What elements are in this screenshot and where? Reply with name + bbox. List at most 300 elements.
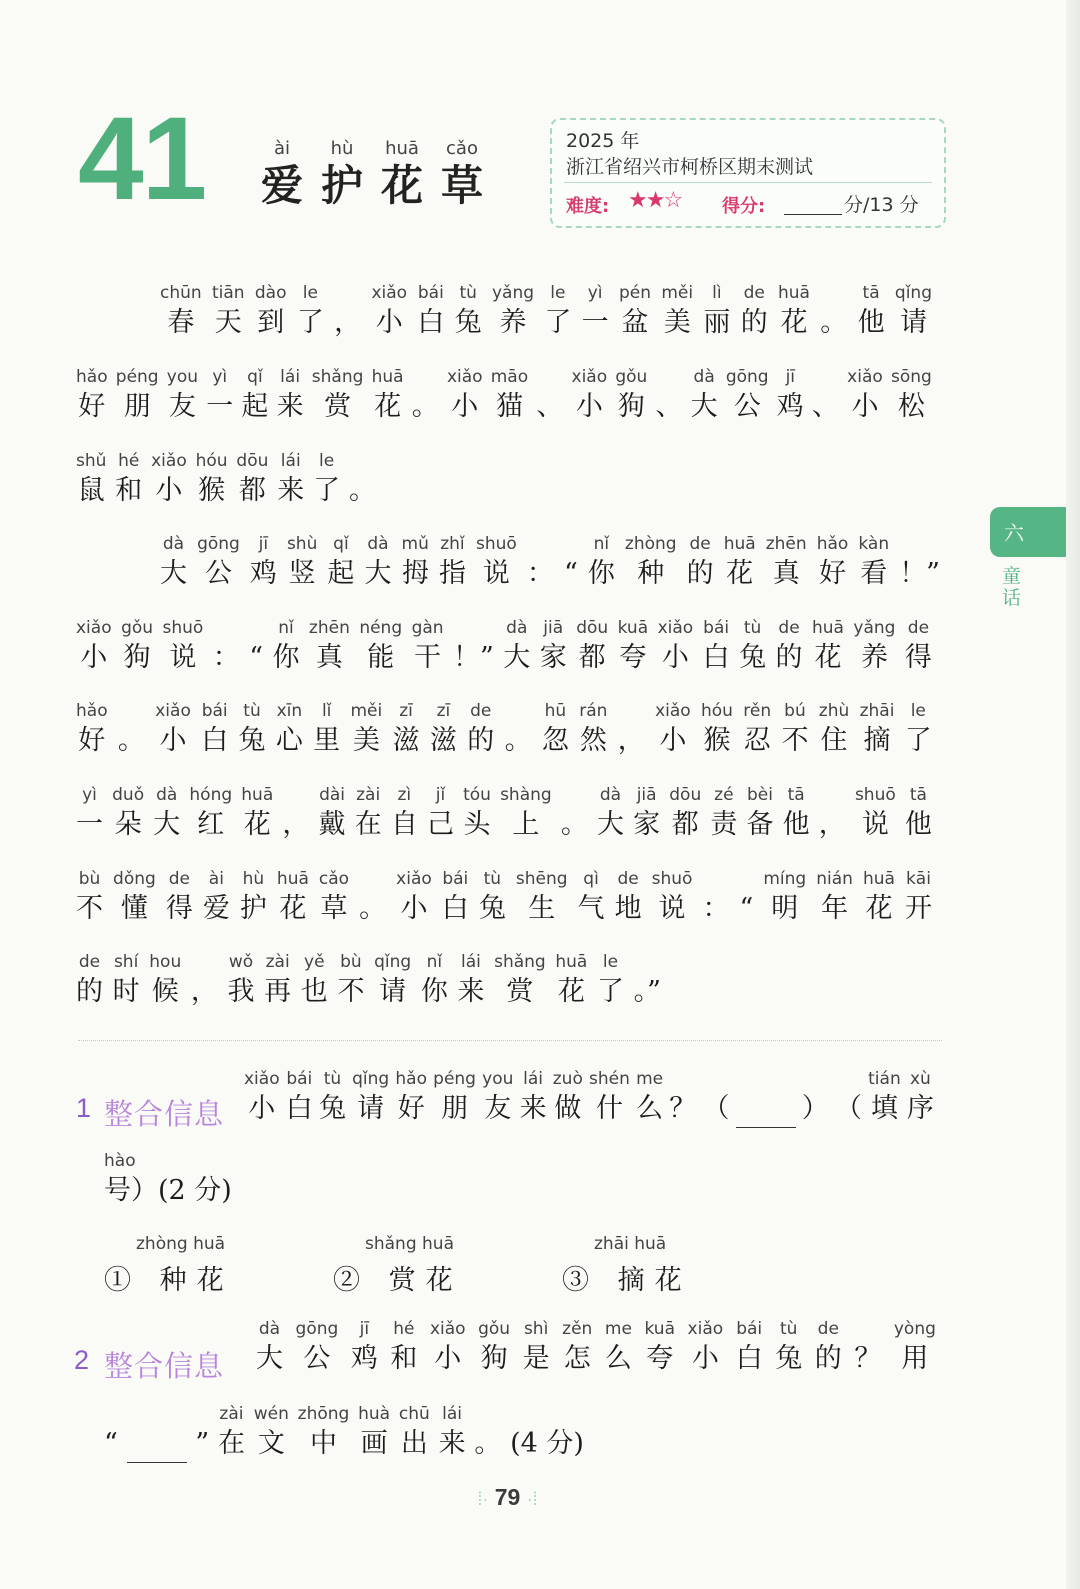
hanzi: 、	[536, 391, 564, 422]
pinyin: rěn	[743, 701, 772, 721]
hanzi: 都	[238, 475, 266, 506]
ruby-char	[858, 282, 885, 342]
pinyin: bái	[286, 1069, 313, 1089]
hanzi: 的	[775, 642, 803, 673]
ruby-char	[701, 700, 733, 760]
ruby-char	[167, 366, 198, 426]
hanzi: 。	[359, 893, 387, 924]
pinyin: qǐng	[352, 1069, 390, 1089]
hanzi: 文	[257, 1428, 285, 1459]
hanzi: 花	[814, 642, 842, 673]
ruby-char	[241, 784, 273, 844]
hanzi: 兔	[478, 893, 506, 924]
pinyin: shuō	[476, 534, 517, 554]
title-pinyin: huā	[385, 138, 419, 159]
pinyin: kuā	[617, 618, 649, 638]
hanzi: 序	[906, 1093, 934, 1124]
hanzi: 夸	[619, 642, 647, 673]
pinyin: bái	[417, 283, 444, 303]
hanzi: 白	[735, 1343, 763, 1374]
punctuation	[736, 1067, 796, 1128]
ruby-char	[442, 868, 469, 928]
hanzi: ”	[195, 1428, 210, 1459]
ruby-char	[351, 700, 383, 760]
ruby-char	[319, 784, 346, 844]
section-divider	[78, 1040, 942, 1041]
pinyin: huā	[778, 283, 810, 303]
pinyin: bái	[703, 618, 730, 638]
ruby-char	[151, 450, 187, 510]
punctuation	[195, 1403, 209, 1463]
ruby-char	[655, 700, 691, 760]
ruby-char	[775, 1318, 802, 1378]
pinyin: gōng	[725, 367, 769, 387]
pinyin: shén	[589, 1069, 630, 1089]
pinyin: ài	[208, 869, 224, 889]
pinyin: de	[907, 618, 930, 638]
pinyin: tù	[483, 869, 502, 889]
pinyin: měi	[350, 701, 383, 721]
hanzi: “	[249, 642, 264, 673]
option-1[interactable]	[104, 1234, 234, 1297]
ruby-char	[739, 617, 766, 677]
pinyin: xiǎo	[446, 367, 483, 387]
ruby-char	[597, 784, 624, 844]
hanzi: 公	[303, 1343, 331, 1374]
question-1-tag: 整合信息	[104, 1097, 225, 1131]
hanzi: 你	[420, 976, 448, 1007]
hanzi: “	[739, 893, 754, 924]
ruby-char	[853, 617, 895, 677]
ruby-char	[121, 617, 153, 677]
hanzi: 花	[243, 809, 271, 840]
ruby-char	[605, 1318, 632, 1378]
ruby-char	[313, 700, 340, 760]
score-total: 分/13 分	[844, 194, 919, 216]
hanzi: 备	[746, 809, 774, 840]
ruby-char	[783, 784, 810, 844]
pinyin: bái	[442, 869, 469, 889]
hanzi: 好	[397, 1093, 425, 1124]
hanzi: 不	[781, 725, 809, 756]
punctuation	[802, 1068, 829, 1128]
title-char	[372, 136, 432, 210]
pinyin: tóu	[463, 785, 491, 805]
hanzi: 兔	[238, 725, 266, 756]
ruby-char	[447, 366, 483, 426]
hanzi: 美	[663, 307, 691, 338]
hanzi: 说	[169, 642, 197, 673]
pinyin: dōu	[576, 618, 609, 638]
punctuation	[505, 700, 532, 760]
option-2[interactable]	[333, 1234, 463, 1297]
hanzi: 小	[375, 307, 403, 338]
pinyin: xiǎo	[151, 451, 187, 471]
ruby-char	[212, 282, 245, 342]
hanzi: 不	[76, 893, 103, 924]
hanzi: 候	[151, 976, 179, 1007]
hanzi: 做	[554, 1093, 582, 1124]
hanzi: 说	[861, 809, 889, 840]
title-char	[252, 136, 312, 210]
side-tab-unit[interactable]	[990, 507, 1066, 557]
hanzi: 看	[860, 558, 888, 589]
ruby-char	[578, 868, 605, 928]
pinyin: gōng	[197, 534, 240, 554]
unit-label: 六	[1004, 521, 1024, 545]
ruby-char	[778, 282, 810, 342]
pinyin: de	[817, 1319, 839, 1339]
ruby-char	[703, 617, 730, 677]
ruby-char	[433, 1068, 476, 1128]
hanzi: 。	[348, 475, 376, 506]
ruby-char	[76, 868, 103, 928]
hanzi: 中	[310, 1428, 337, 1459]
hanzi: 兔	[739, 642, 767, 673]
punctuation	[282, 784, 309, 844]
ruby-char	[201, 700, 228, 760]
ruby-char	[250, 533, 277, 593]
ruby-char	[633, 784, 660, 844]
pinyin: tā	[862, 283, 880, 303]
ruby-char	[500, 784, 552, 844]
hanzi: 小	[659, 725, 687, 756]
hanzi: 的	[467, 725, 495, 756]
hanzi: 了	[544, 307, 572, 338]
hanzi: 丽	[703, 307, 731, 338]
ruby-char	[503, 617, 530, 677]
ruby-char	[287, 533, 317, 593]
hanzi: 花	[557, 976, 585, 1007]
pinyin: nián	[816, 869, 853, 889]
hanzi: 赏	[506, 976, 534, 1007]
pinyin: dà	[599, 785, 622, 805]
hanzi: 请	[899, 307, 927, 338]
pinyin: tù	[323, 1069, 342, 1089]
ruby-char	[399, 1403, 430, 1463]
pinyin: māo	[490, 367, 529, 387]
pinyin: dǒng	[113, 869, 156, 889]
ruby-char	[868, 1068, 901, 1128]
ruby-char	[907, 1068, 934, 1128]
hanzi: （	[702, 1093, 730, 1124]
hanzi: 懂	[120, 893, 148, 924]
hanzi: 。	[560, 809, 588, 840]
ruby-char	[812, 617, 844, 677]
ruby-char	[819, 700, 849, 760]
ruby-char	[491, 366, 528, 426]
pinyin: zī	[399, 701, 413, 721]
ruby-char	[763, 868, 806, 928]
page-number-deco-left: ⁞·	[477, 1489, 489, 1509]
pinyin: huā	[555, 952, 588, 972]
ruby-char	[457, 951, 484, 1011]
pinyin: xiǎo	[371, 283, 408, 303]
punctuation	[634, 951, 661, 1011]
pinyin: yì	[212, 367, 228, 387]
ruby-char	[703, 282, 730, 342]
ruby-char	[197, 533, 240, 593]
answer-blank[interactable]	[736, 1089, 796, 1128]
hanzi: 小	[155, 475, 183, 506]
punctuation	[127, 1402, 187, 1463]
title-hanzi: 花	[380, 161, 423, 210]
pinyin: le	[302, 283, 318, 303]
pinyin: qǐ	[247, 367, 263, 387]
pinyin: shǎng	[494, 952, 546, 972]
pinyin: le	[910, 701, 926, 721]
hanzi: 滋	[392, 725, 420, 756]
pinyin: xiǎo	[155, 701, 191, 721]
punctuation	[104, 1403, 118, 1463]
pinyin: gàn	[411, 618, 444, 638]
pinyin: dà	[162, 534, 185, 554]
pinyin: tù	[780, 1319, 798, 1339]
ruby-char	[166, 868, 193, 928]
hanzi: 小	[400, 893, 428, 924]
ruby-char	[309, 617, 350, 677]
pinyin: zhǐ	[440, 534, 465, 554]
pinyin: nǐ	[426, 952, 443, 972]
ruby-char	[572, 366, 608, 426]
option-pinyin: zhāi huā	[594, 1234, 667, 1254]
hanzi: 朵	[114, 809, 142, 840]
hanzi: 和	[115, 475, 143, 506]
hanzi: 了	[596, 976, 624, 1007]
punctuation	[334, 282, 361, 342]
pinyin: shàng	[500, 785, 552, 805]
passage-line	[76, 700, 932, 760]
hanzi: 春	[167, 307, 195, 338]
page-number-deco-right: ·⁞	[526, 1489, 538, 1509]
punctuation	[702, 1068, 729, 1128]
pinyin: yǎng	[853, 618, 896, 638]
pinyin: le	[550, 283, 566, 303]
pinyin: lái	[280, 367, 301, 387]
hanzi: 起	[241, 391, 269, 422]
hanzi: ：	[702, 893, 730, 924]
pinyin: zhēn	[308, 618, 350, 638]
title-char	[432, 136, 492, 210]
ruby-char	[895, 282, 932, 342]
hanzi: 、	[655, 391, 683, 422]
hanzi: 请	[357, 1093, 385, 1124]
hanzi: 狗	[480, 1343, 508, 1374]
hanzi: 小	[851, 391, 879, 422]
option-3[interactable]	[562, 1234, 692, 1297]
pinyin: duǒ	[112, 785, 145, 805]
hanzi: 什	[595, 1093, 623, 1124]
ruby-char	[113, 868, 156, 928]
ruby-char	[669, 784, 701, 844]
pinyin: yì	[587, 283, 603, 303]
pinyin: shí	[113, 952, 139, 972]
score-blank[interactable]	[784, 214, 842, 215]
hanzi: 时	[112, 976, 140, 1007]
passage-line	[76, 366, 932, 426]
option-text: ② 赏花	[333, 1265, 463, 1296]
ruby-char	[724, 533, 756, 593]
hanzi: 地	[614, 893, 642, 924]
question-2-tag: 整合信息	[104, 1349, 225, 1383]
hanzi: 一	[581, 307, 609, 338]
hanzi: 花	[726, 558, 754, 589]
pinyin: shù	[286, 534, 318, 554]
ruby-char	[588, 533, 615, 593]
hanzi: 大	[160, 558, 187, 589]
ruby-char	[777, 366, 804, 426]
hanzi: 的	[686, 558, 714, 589]
hanzi: 花	[865, 893, 893, 924]
hanzi: 拇	[401, 558, 429, 589]
hanzi: “	[563, 558, 578, 589]
ruby-char	[636, 1068, 663, 1128]
hanzi: 请	[379, 976, 407, 1007]
ruby-char	[855, 784, 896, 844]
hanzi: 的	[814, 1343, 842, 1374]
ruby-char	[276, 700, 303, 760]
test-year: 2025 年	[566, 130, 640, 152]
hanzi: ！”	[453, 642, 494, 673]
score-label: 得分:	[722, 196, 766, 217]
hanzi: 心	[275, 725, 303, 756]
ruby-char	[618, 617, 649, 677]
punctuation	[899, 533, 940, 593]
pinyin: de	[168, 869, 190, 889]
hanzi: 在	[354, 809, 382, 840]
hanzi	[736, 1089, 796, 1128]
hanzi: 大	[503, 642, 531, 673]
ruby-char	[149, 951, 181, 1011]
hanzi: 种	[637, 558, 665, 589]
hanzi: ？	[669, 1093, 697, 1124]
hanzi: 盆	[621, 307, 649, 338]
hanzi: 。	[117, 725, 145, 756]
ruby-char	[815, 1318, 842, 1378]
pinyin: shuō	[854, 785, 896, 805]
hanzi: 大	[153, 809, 181, 840]
pinyin: dà	[156, 785, 178, 805]
ruby-char	[492, 282, 534, 342]
pinyin: xīn	[276, 701, 303, 721]
pinyin: bèi	[747, 785, 773, 805]
title-char	[312, 136, 372, 210]
punctuation	[564, 533, 578, 593]
ruby-char	[691, 366, 718, 426]
answer-blank[interactable]	[127, 1424, 187, 1463]
hanzi: 兔	[454, 307, 482, 338]
passage-line	[76, 868, 932, 928]
punctuation	[812, 366, 839, 426]
hanzi: 生	[528, 893, 556, 924]
hanzi: ，	[282, 809, 310, 840]
ruby-char	[776, 617, 803, 677]
ruby-char	[358, 1403, 390, 1463]
ruby-char	[206, 366, 233, 426]
hanzi: 也	[300, 976, 328, 1007]
pinyin: jī	[359, 1319, 370, 1339]
ruby-char	[553, 1068, 583, 1128]
pinyin: bái	[736, 1319, 763, 1339]
pinyin: xiǎo	[847, 367, 883, 387]
hanzi: 的	[76, 976, 103, 1007]
hanzi: 公	[733, 391, 761, 422]
ruby-char	[858, 533, 889, 593]
pinyin: néng	[359, 618, 403, 638]
pinyin: pén	[618, 283, 651, 303]
hanzi: 上	[512, 809, 540, 840]
hanzi: 草	[320, 893, 348, 924]
ruby-char	[272, 617, 299, 677]
punctuation	[527, 533, 554, 593]
info-divider	[564, 182, 932, 183]
punctuation	[510, 1403, 584, 1463]
punctuation	[819, 784, 846, 844]
hanzi: 干	[414, 642, 442, 673]
ruby-char	[439, 1403, 466, 1463]
ruby-char	[516, 868, 568, 928]
ruby-char	[203, 868, 230, 928]
pinyin: xiǎo	[687, 1319, 724, 1339]
hanzi: 花	[374, 391, 402, 422]
ruby-char	[467, 700, 494, 760]
hanzi: “	[104, 1428, 118, 1459]
hanzi: ：	[212, 642, 240, 673]
ruby-char	[162, 617, 203, 677]
pinyin: zī	[436, 701, 451, 721]
hanzi: 到	[257, 307, 285, 338]
ruby-char	[417, 282, 444, 342]
pinyin: tā	[909, 785, 927, 805]
hanzi: 小	[451, 391, 479, 422]
hanzi: ，	[190, 976, 218, 1007]
hanzi: 鸡	[776, 391, 804, 422]
ruby-char	[894, 1318, 936, 1378]
ruby-char	[817, 533, 849, 593]
ruby-char	[439, 533, 466, 593]
hanzi: 养	[860, 642, 888, 673]
hanzi: 狗	[123, 642, 151, 673]
title-hanzi: 护	[320, 161, 363, 210]
hanzi: 大	[256, 1343, 283, 1374]
hanzi: 都	[671, 809, 699, 840]
ruby-char	[482, 1068, 513, 1128]
pinyin: zé	[714, 785, 734, 805]
hanzi: ，	[617, 725, 645, 756]
hanzi: 猴	[198, 475, 226, 506]
hanzi: 养	[499, 307, 527, 338]
pinyin: zhù	[818, 701, 850, 721]
pinyin: lái	[461, 952, 481, 972]
ruby-char	[619, 282, 651, 342]
hanzi: 都	[578, 642, 606, 673]
ruby-char	[372, 366, 404, 426]
pinyin: sōng	[890, 367, 932, 387]
pinyin: xiǎo	[657, 618, 694, 638]
ruby-char	[421, 951, 448, 1011]
hanzi: 么	[604, 1343, 632, 1374]
hanzi: 戴	[318, 809, 346, 840]
hanzi: 来	[277, 475, 305, 506]
pinyin: tù	[243, 701, 261, 721]
pinyin: yì	[82, 785, 97, 805]
pinyin: hǎo	[395, 1069, 427, 1089]
hanzi: 、	[811, 391, 839, 422]
ruby-char	[76, 700, 108, 760]
hanzi: 花	[279, 893, 307, 924]
ruby-char	[658, 617, 694, 677]
ruby-char	[374, 951, 411, 1011]
